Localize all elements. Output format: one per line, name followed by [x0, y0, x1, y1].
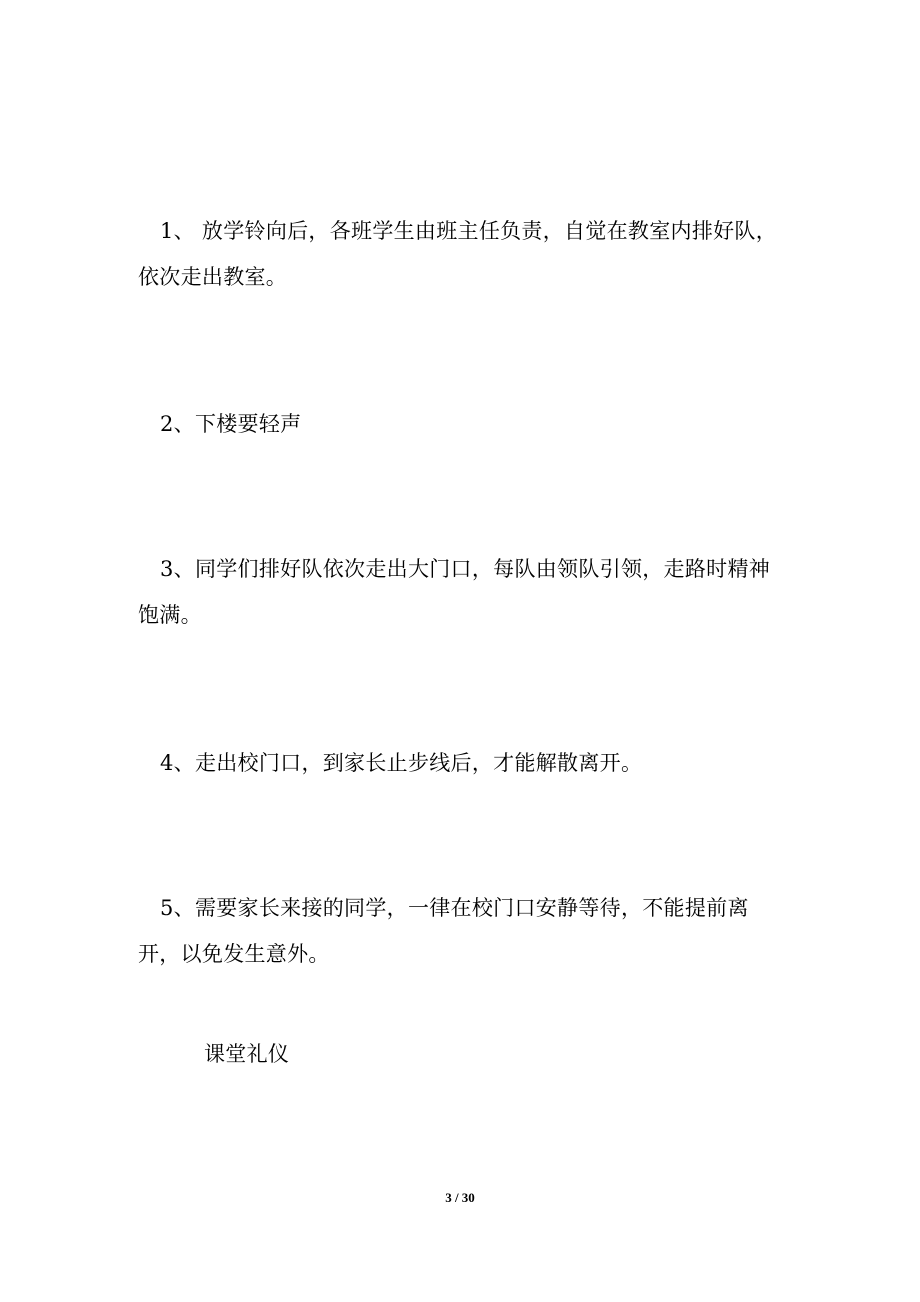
paragraph-3: 3、同学们排好队依次走出大门口，每队由领队引领，走路时精神饱满。: [138, 557, 771, 627]
paragraph-4: 4、走出校门口，到家长止步线后，才能解散离开。: [160, 751, 643, 775]
paragraph-2: 2、下楼要轻声: [160, 412, 302, 436]
page-number: 3 / 30: [445, 1190, 475, 1205]
section-heading: 课堂礼仪: [204, 1042, 290, 1066]
paragraph-5: 5、需要家长来接的同学，一律在校门口安静等待，不能提前离开，以免发生意外。: [138, 896, 749, 966]
paragraph-1: 1、 放学铃向后，各班学生由班主任负责，自觉在教室内排好队，依次走出教室。: [138, 219, 778, 289]
